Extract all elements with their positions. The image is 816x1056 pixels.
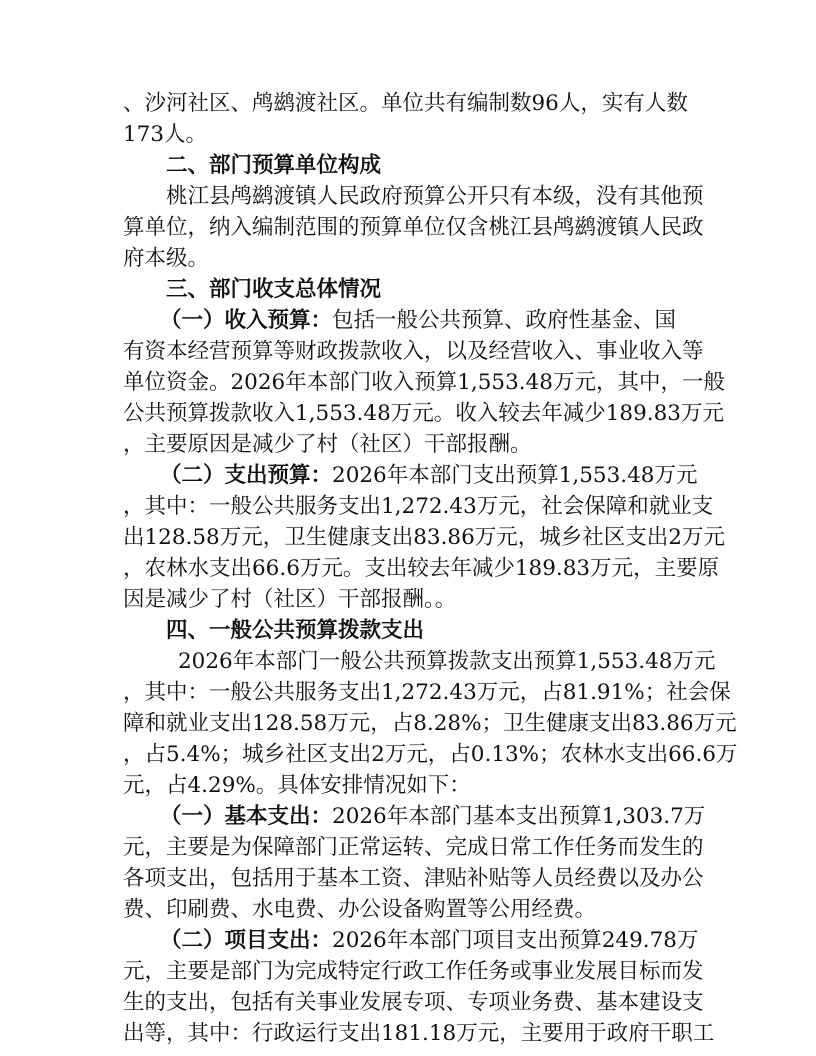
paragraph-line: 费、印刷费、水电费、办公设备购置等公用经费。 xyxy=(123,897,597,922)
paragraph-line xyxy=(160,925,698,956)
paragraph-line: ，农林水支出66.6万元。支出较去年减少189.83万元，主要原 xyxy=(123,556,720,581)
paragraph-line: 因是减少了村（社区）干部报酬。。 xyxy=(123,587,457,612)
paragraph-line: ，其中：一般公共服务支出1,272.43万元，占81.91%；社会保 xyxy=(123,680,731,705)
paragraph-line: 单位资金。2026年本部门收入预算1,553.48万元，其中，一般 xyxy=(123,370,725,395)
subsection-label: （一）收入预算： xyxy=(160,308,333,333)
subsection-label: （二）支出预算： xyxy=(160,463,333,488)
paragraph-line: 算单位，纳入编制范围的预算单位仅含桃江县鸬鹚渡镇人民政 xyxy=(123,215,704,240)
paragraph-line: ，其中：一般公共服务支出1,272.43万元，社会保障和就业支 xyxy=(123,494,714,519)
paragraph-line: 2026年本部门一般公共预算拨款支出预算1,553.48万元 xyxy=(178,649,716,674)
paragraph-line xyxy=(160,801,705,832)
paragraph-line: 府本级。 xyxy=(123,246,210,271)
paragraph-line: ，主要原因是减少了村（社区）干部报酬。 xyxy=(123,432,532,457)
paragraph-line: 元，主要是为保障部门正常运转、完成日常工作任务而发生的 xyxy=(123,835,704,860)
paragraph-line: 173人。 xyxy=(123,122,208,147)
paragraph-line: 障和就业支出128.58万元，占8.28%；卫生健康支出83.86万元 xyxy=(123,711,737,736)
paragraph-line: 各项支出，包括用于基本工资、津贴补贴等人员经费以及办公 xyxy=(123,866,704,891)
paragraph-line: 桃江县鸬鹚渡镇人民政府预算公开只有本级，没有其他预 xyxy=(166,184,704,209)
paragraph-text: 2026年本部门支出预算1,553.48万元 xyxy=(332,463,698,488)
subsection-label: （一）基本支出： xyxy=(160,804,333,829)
paragraph-line: 元，占4.29%。具体安排情况如下： xyxy=(123,773,471,798)
paragraph-line: 元，主要是部门为完成特定行政工作任务或事业发展目标而发 xyxy=(123,959,704,984)
paragraph-text: 2026年本部门基本支出预算1,303.7万 xyxy=(332,804,706,829)
paragraph-line: 有资本经营预算等财政拨款收入，以及经营收入、事业收入等 xyxy=(123,339,704,364)
paragraph-line: 公共预算拨款收入1,553.48万元。收入较去年减少189.83万元 xyxy=(123,401,724,426)
paragraph-line: 、沙河社区、鸬鹚渡社区。单位共有编制数96人，实有人数 xyxy=(123,91,688,116)
paragraph-line: 出等，其中：行政运行支出181.18万元，主要用于政府干职工 xyxy=(123,1021,715,1046)
paragraph-line: 生的支出，包括有关事业发展专项、专项业务费、基本建设支 xyxy=(123,990,704,1015)
subsection-label: （二）项目支出： xyxy=(160,928,333,953)
section-heading: 四、一般公共预算拨款支出 xyxy=(166,618,425,643)
paragraph-text: 2026年本部门项目支出预算249.78万 xyxy=(332,928,699,953)
section-heading: 二、部门预算单位构成 xyxy=(166,153,382,178)
paragraph-line xyxy=(160,460,697,491)
paragraph-text: 包括一般公共预算、政府性基金、国 xyxy=(332,308,677,333)
paragraph-line: ，占5.4%；城乡社区支出2万元，占0.13%；农林水支出66.6万 xyxy=(123,742,738,767)
paragraph-line xyxy=(160,305,676,336)
section-heading: 三、部门收支总体情况 xyxy=(166,277,382,302)
paragraph-line: 出128.58万元，卫生健康支出83.86万元，城乡社区支出2万元 xyxy=(123,525,725,550)
